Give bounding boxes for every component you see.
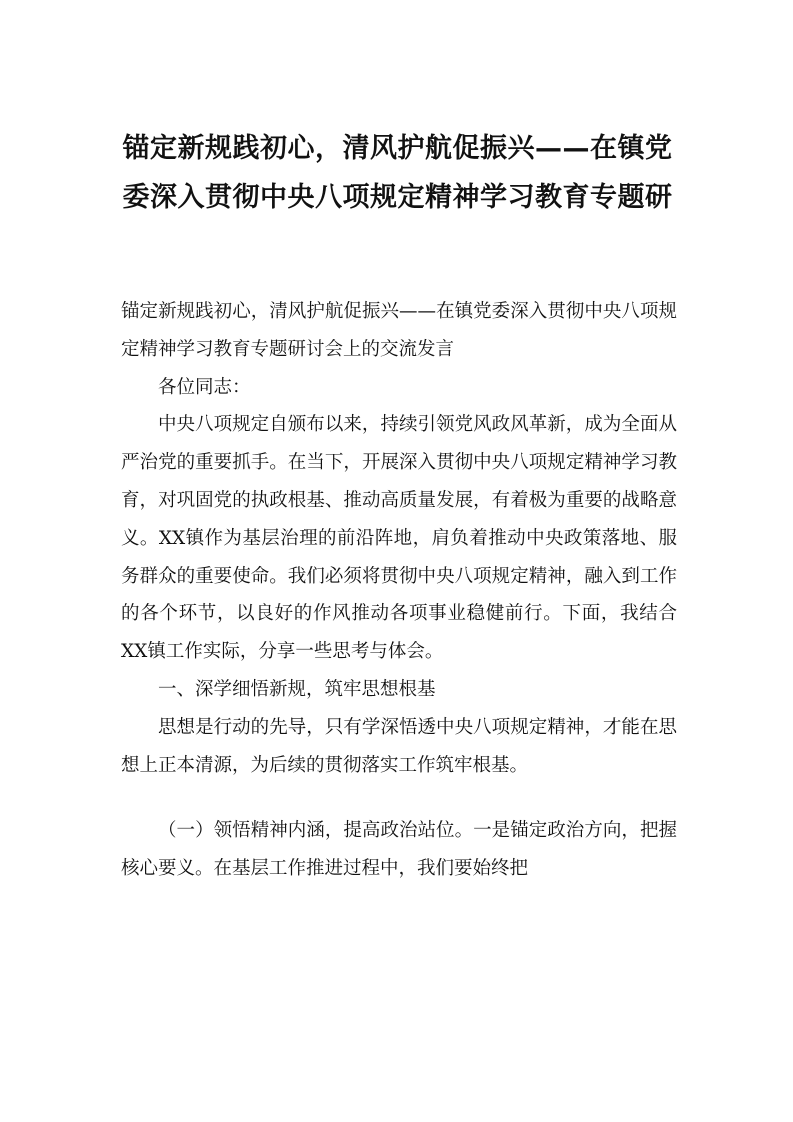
document-body — [121, 293, 677, 888]
document-title: 锚定新规践初心，清风护航促振兴——在镇党委深入贯彻中央八项规定精神学习教育专题研 — [122, 133, 673, 213]
section-heading-1: 一、深学细悟新规，筑牢思想根基 — [158, 678, 436, 700]
document-subtitle: 锚定新规践初心，清风护航促振兴——在镇党委深入贯彻中央八项规定精神学习教育专题研讨会上的交流发言 — [121, 301, 677, 360]
paragraph-spacer — [121, 784, 677, 812]
salutation: 各位同志： — [158, 376, 251, 398]
paragraph-subsection-1: （一）领悟精神内涵，提高政治站位。一是锚定政治方向，把握核心要义。在基层工作推进过程中，我们要始终把 — [121, 820, 677, 880]
paragraph-section-1: 思想是行动的先导，只有学深悟透中央八项规定精神，才能在思想上正本清源，为后续的贯彻落实工作筑牢根基。 — [121, 716, 677, 776]
paragraph-introduction: 中央八项规定自颁布以来，持续引领党风政风革新，成为全面从严治党的重要抓手。在当下，开展深入贯彻中央八项规定精神学习教育，对巩固党的执政根基、推动高质量发展，有着极为重要的战略意义。XX镇作为基层治理的前沿阵地，肩负着推动中央政策落地、服务群众的重要使命。我们必须将贯彻中央八项规定精神，融入到工作的各个环节，以良好的作风推动各项事业稳健前行。下面，我结合XX镇工作实际，分享一些思考与体会。 — [121, 414, 677, 663]
